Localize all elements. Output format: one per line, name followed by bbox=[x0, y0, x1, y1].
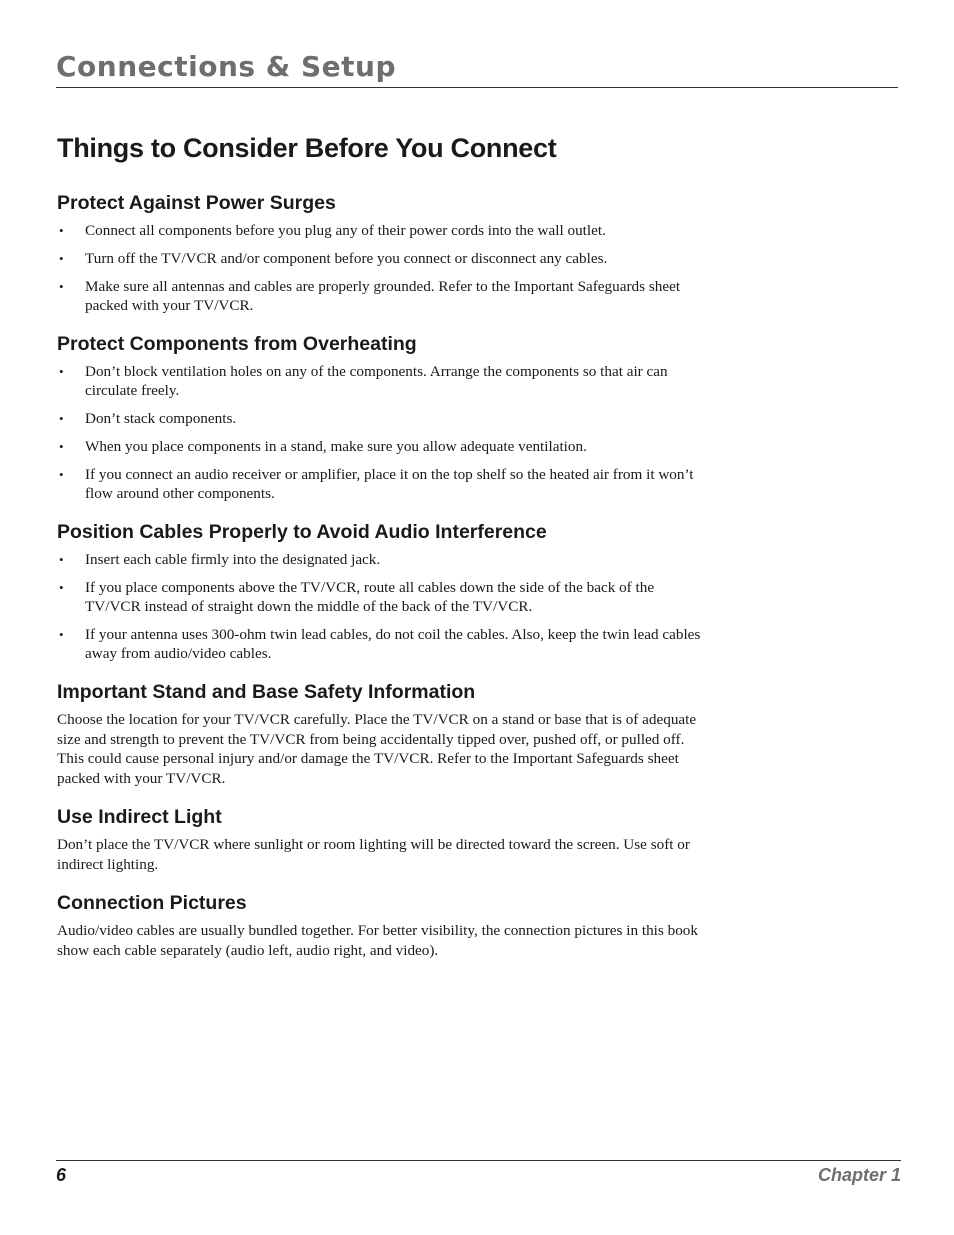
list-item-text: When you place components in a stand, make sure you allow adequate ventilation. bbox=[85, 438, 587, 455]
bullet-icon: • bbox=[59, 439, 64, 454]
list-item bbox=[57, 277, 712, 315]
section-power-surges bbox=[57, 190, 712, 315]
section-body: Choose the location for your TV/VCR carefully. Place the TV/VCR on a stand or base that is of adequate size and strength to prevent the TV/VCR from being accidentally tipped over, pushed off, or pulled off. This could cause personal injury and/or damage the TV/VCR. Refer to the Important Safeguards sheet packed with your TV/VCR. bbox=[57, 711, 697, 787]
list-item-text: Don’t stack components. bbox=[85, 410, 237, 427]
chapter-label: Chapter 1 bbox=[817, 1165, 901, 1185]
list-item bbox=[57, 249, 712, 268]
list-item-text: Connect all components before you plug any of their power cords into the wall outlet. bbox=[85, 222, 606, 239]
list-item-text: If you connect an audio receiver or amplifier, place it on the top shelf so the heated air from it won’t flow around other components. bbox=[85, 466, 694, 502]
list-item-text: If your antenna uses 300-ohm twin lead cables, do not coil the cables. Also, keep the twin lead cables away from audio/video cables. bbox=[85, 626, 701, 662]
list-item bbox=[57, 437, 712, 456]
section-heading: Important Stand and Base Safety Information bbox=[57, 681, 476, 703]
bullet-list bbox=[57, 221, 712, 315]
list-item-text: If you place components above the TV/VCR, route all cables down the side of the back of the TV/VCR instead of straight down the middle of the back of the TV/VCR. bbox=[85, 579, 655, 615]
page-footer bbox=[56, 1160, 901, 1186]
list-item bbox=[57, 578, 712, 616]
section-heading: Connection Pictures bbox=[57, 892, 247, 914]
section-heading: Use Indirect Light bbox=[57, 806, 222, 828]
section-body: Audio/video cables are usually bundled together. For better visibility, the connection pictures in this book show each cable separately (audio left, audio right, and video). bbox=[57, 922, 698, 959]
header-divider bbox=[56, 87, 898, 88]
list-item bbox=[57, 465, 712, 503]
section-stand-safety bbox=[57, 679, 712, 788]
list-item bbox=[57, 409, 712, 428]
list-item-text: Turn off the TV/VCR and/or component before you connect or disconnect any cables. bbox=[85, 250, 608, 267]
footer-row bbox=[56, 1165, 901, 1186]
bullet-icon: • bbox=[59, 580, 64, 595]
page-title: Things to Consider Before You Connect bbox=[57, 133, 557, 163]
list-item-text: Don’t block ventilation holes on any of the components. Arrange the components so that air can circulate freely. bbox=[85, 363, 668, 399]
section-cable-position bbox=[57, 519, 712, 663]
section-heading: Protect Against Power Surges bbox=[57, 192, 336, 214]
list-item-text: Make sure all antennas and cables are properly grounded. Refer to the Important Safeguards sheet packed with your TV/VCR. bbox=[85, 278, 681, 314]
list-item-text: Insert each cable firmly into the designated jack. bbox=[85, 551, 381, 568]
list-item bbox=[57, 550, 712, 569]
chapter-title: Connections & Setup bbox=[56, 50, 396, 83]
section-indirect-light bbox=[57, 804, 712, 874]
section-heading: Protect Components from Overheating bbox=[57, 333, 417, 355]
list-item bbox=[57, 221, 712, 240]
section-heading: Position Cables Properly to Avoid Audio Interference bbox=[57, 521, 547, 543]
chapter-header bbox=[56, 47, 898, 88]
bullet-icon: • bbox=[59, 279, 64, 294]
section-connection-pictures bbox=[57, 890, 712, 960]
bullet-icon: • bbox=[59, 251, 64, 266]
section-body: Don’t place the TV/VCR where sunlight or room lighting will be directed toward the screen. Use soft or indirect lighting. bbox=[57, 836, 690, 873]
bullet-icon: • bbox=[59, 467, 64, 482]
bullet-list bbox=[57, 550, 712, 663]
list-item bbox=[57, 625, 712, 663]
bullet-icon: • bbox=[59, 364, 64, 379]
bullet-icon: • bbox=[59, 552, 64, 567]
section-overheating bbox=[57, 331, 712, 503]
page-number: 6 bbox=[56, 1165, 67, 1185]
footer-divider bbox=[56, 1160, 901, 1161]
bullet-icon: • bbox=[59, 223, 64, 238]
main-content bbox=[57, 128, 712, 976]
bullet-list bbox=[57, 362, 712, 503]
list-item bbox=[57, 362, 712, 400]
bullet-icon: • bbox=[59, 627, 64, 642]
bullet-icon: • bbox=[59, 411, 64, 426]
